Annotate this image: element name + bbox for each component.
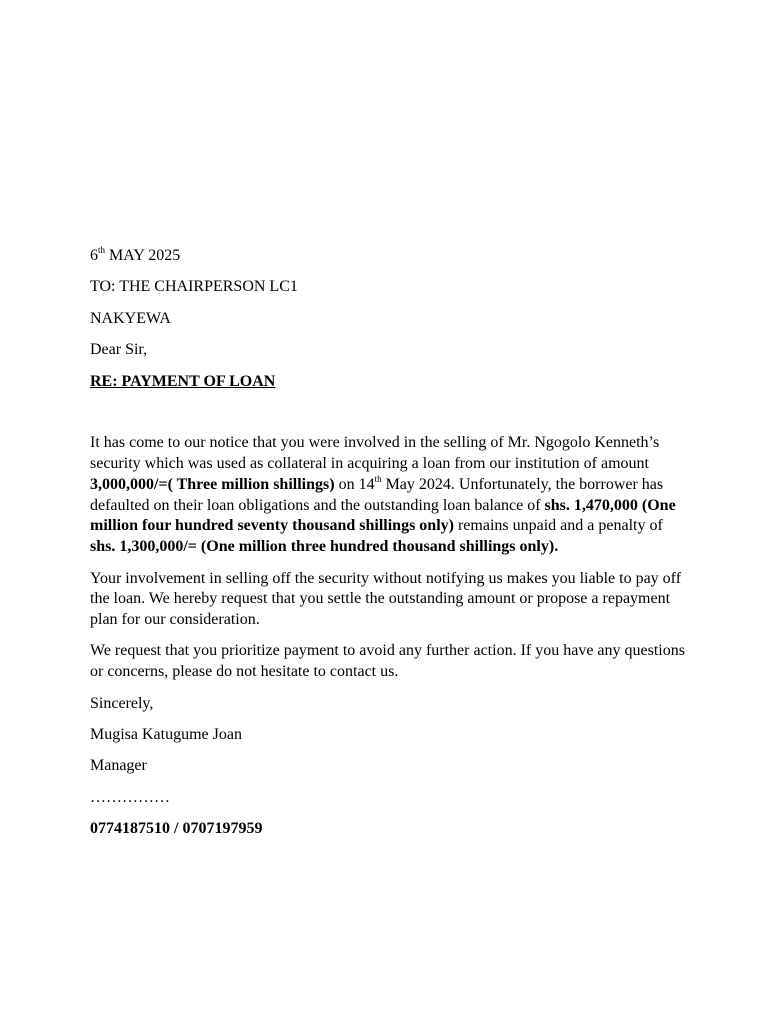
salutation: Dear Sir, [90,341,148,359]
phone-numbers: 0774187510 / 0707197959 [90,820,263,838]
letter-date [90,246,690,267]
paragraph-1-text-1: It has come to our notice that you were involved in the selling of Mr. Ngogolo Kenneth’s security which was used as collateral in acquiring a loan from our institution of amount [90,434,660,473]
signer-name: Mugisa Katugume Joan [90,725,242,743]
paragraph-2: Your involvement in selling off the security without notifying us makes you liable to pay off the loan. We hereby request that you settle the outstanding amount or propose a repayment plan for our consideration. [90,569,682,629]
recipient-line: TO: THE CHAIRPERSON LC1 [90,278,298,296]
signer-title: Manager [90,757,147,775]
date-day: 6 [90,247,98,264]
outstanding-balance: shs. 1,470,000 (One million four hundred seventy thousand shillings only) [90,496,676,535]
penalty-amount: shs. 1,300,000/= (One million three hundred thousand shillings only). [90,538,559,556]
paragraph-1-sup: th [374,473,382,484]
paragraph-1-text-4: remains unpaid and a penalty of [453,517,663,535]
recipient-location: NAKYEWA [90,309,171,327]
loan-amount: 3,000,000/=( Three million shillings) [90,475,335,493]
subject-line: RE: PAYMENT OF LOAN [90,372,276,390]
letter-body [90,246,690,851]
signature-line: …………… [90,788,170,806]
paragraph-1 [90,433,690,558]
paragraph-1-text-3: May 2024. Unfortunately, the borrower has defaulted on their loan obligations and the outstanding loan balance of [90,475,664,514]
paragraph-1-text-2: on 14 [334,475,375,493]
date-suffix: th [98,244,106,255]
closing: Sincerely, [90,694,154,712]
paragraph-3: We request that you prioritize payment to avoid any further action. If you have any questions or concerns, please do not hesitate to contact us. [90,642,685,681]
date-month-year: MAY 2025 [105,247,181,264]
